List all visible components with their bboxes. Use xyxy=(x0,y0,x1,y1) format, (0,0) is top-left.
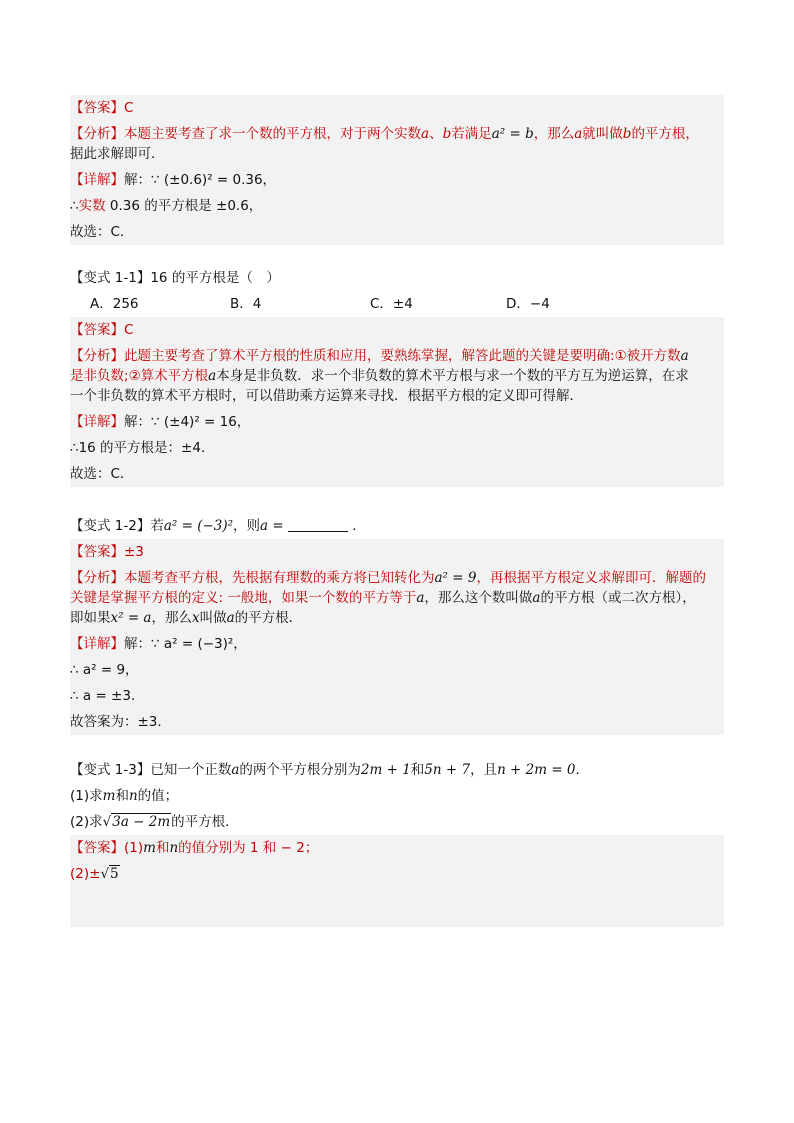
analysis-text: 是非负数; xyxy=(70,368,129,384)
detail-tag: 【详解】 xyxy=(70,636,124,652)
detail-line xyxy=(70,435,724,461)
detail-line xyxy=(70,631,724,657)
question-text: 若 xyxy=(150,518,164,534)
question-text: ，则 xyxy=(233,518,261,534)
sub-question-2 xyxy=(70,809,724,835)
math-var: a xyxy=(231,762,240,778)
analysis-text: 就叫做 xyxy=(582,126,623,142)
math-var: n xyxy=(128,788,138,804)
question-stem xyxy=(70,513,724,539)
math-expression: a² = b xyxy=(491,126,534,142)
analysis-text: 本身是非负数．求一个非负数的算术平方根与求一个数的平方互为逆运算，在求 xyxy=(216,368,689,384)
math-var: b xyxy=(622,126,632,142)
option-b: B．4 xyxy=(230,296,262,312)
solution-block-3 xyxy=(70,835,724,927)
conclusion-line xyxy=(70,219,724,245)
analysis-tag: 【分析】 xyxy=(70,570,124,586)
analysis-text: ，那么 xyxy=(533,126,575,142)
answer-tag: 【答案】 xyxy=(70,322,124,338)
detail-line xyxy=(70,193,724,219)
sub-question-1 xyxy=(70,783,724,809)
detail-text: 解：∵ a² = (−3)²， xyxy=(124,636,247,652)
question-text: 的值； xyxy=(137,788,179,804)
question-text: (2)求 xyxy=(70,814,103,830)
analysis-text: 关键是掌握平方根的定义: 一般地，如果一个数的平方等于 xyxy=(70,590,417,606)
detail-line xyxy=(70,683,724,709)
answer-tag: 【答案】 xyxy=(70,544,124,560)
radicand: 3a − 2m xyxy=(112,814,171,830)
analysis-text: 的平方根（或二次方根）， xyxy=(540,590,696,606)
detail-line xyxy=(70,409,724,435)
question-text: 16 的平方根是（ ） xyxy=(150,270,280,286)
analysis-text: ，那么这个数叫做 xyxy=(424,590,533,606)
analysis-line xyxy=(70,565,724,631)
solution-block-1 xyxy=(70,317,724,487)
math-expression: 2m + 1 xyxy=(360,762,411,778)
question-stem xyxy=(70,757,724,783)
math-expression: x² = a xyxy=(110,610,152,626)
answer-text: (1) xyxy=(124,840,144,856)
math-var: a xyxy=(574,126,583,142)
question-text: ，且 xyxy=(470,762,498,778)
answer-text: (2)± xyxy=(70,866,101,882)
analysis-text: ，那么 xyxy=(151,610,192,626)
math-var: a xyxy=(226,610,235,626)
square-root: √5 xyxy=(100,866,119,882)
answer-text: 的值分别为 1 和 − 2； xyxy=(178,840,319,856)
option-c: C．±4 xyxy=(370,296,413,312)
math-var: a xyxy=(421,126,430,142)
analysis-text: 一个非负数的算术平方根时，可以借助乘方运算来寻找．根据平方根的定义即可得解． xyxy=(70,388,583,404)
detail-text: ∴ a = ±3． xyxy=(70,688,145,704)
question-text: (1)求 xyxy=(70,788,103,804)
answer-value: ±3 xyxy=(124,544,144,560)
conclusion-text: 故答案为：±3． xyxy=(70,714,171,730)
math-var: b xyxy=(442,126,452,142)
detail-text: ∴ a² = 9， xyxy=(70,662,139,678)
question-stem xyxy=(70,265,724,291)
analysis-text: 即如果 xyxy=(70,610,111,626)
detail-text: ∴16 的平方根是：±4． xyxy=(70,440,215,456)
analysis-text: 本题主要考查了求一个数的平方根，对于两个实数 xyxy=(124,126,421,142)
analysis-text-highlight: ②算术平方根 xyxy=(128,368,209,384)
math-expression: 5n + 7 xyxy=(424,762,471,778)
analysis-text: 的平方根． xyxy=(234,610,303,626)
conclusion-line xyxy=(70,709,724,735)
radicand: 5 xyxy=(110,866,119,882)
detail-text: 解：∵ (±0.6)² = 0.36， xyxy=(124,172,277,188)
question-text: ． xyxy=(352,518,366,534)
answer-line xyxy=(70,317,724,343)
options-row xyxy=(70,291,724,317)
option-a: A．256 xyxy=(90,296,139,312)
solution-block-0 xyxy=(70,95,724,245)
answer-value: C xyxy=(124,322,134,338)
answer-line xyxy=(70,861,724,887)
math-expression: a² = 9 xyxy=(434,570,477,586)
math-var: x xyxy=(191,610,200,626)
answer-tag: 【答案】 xyxy=(70,100,124,116)
detail-text: 解：∵ (±4)² = 16， xyxy=(124,414,251,430)
math-expression: n + 2m = 0 xyxy=(497,762,576,778)
answer-line xyxy=(70,835,724,861)
answer-line xyxy=(70,95,724,121)
math-var: m xyxy=(143,840,156,856)
math-var: m xyxy=(102,788,116,804)
analysis-tag: 【分析】 xyxy=(70,348,124,364)
document-page xyxy=(70,95,724,927)
analysis-text: 叫做 xyxy=(199,610,227,626)
detail-line xyxy=(70,657,724,683)
analysis-text: 据此求解即可． xyxy=(70,146,165,162)
detail-tag: 【详解】 xyxy=(70,414,124,430)
math-var: a xyxy=(208,368,217,384)
answer-tag: 【答案】 xyxy=(70,840,124,856)
conclusion-line xyxy=(70,461,724,487)
analysis-text: 的平方根， xyxy=(631,126,699,142)
conclusion-text: 故选：C． xyxy=(70,466,134,482)
question-text: 已知一个正数 xyxy=(150,762,232,778)
analysis-text: 、 xyxy=(429,126,443,142)
math-var: n xyxy=(169,840,179,856)
question-tag: 【变式 1-3】 xyxy=(70,762,151,778)
math-var: a xyxy=(680,348,689,364)
math-var: a xyxy=(416,590,425,606)
question-text: ． xyxy=(575,762,590,778)
detail-text: ∴ xyxy=(70,198,79,214)
question-text: 和 xyxy=(410,762,425,778)
analysis-text: 本题考查平方根，先根据有理数的乘方将已知转化为 xyxy=(124,570,435,586)
analysis-tag: 【分析】 xyxy=(70,126,124,142)
analysis-text: 若满足 xyxy=(451,126,492,142)
math-expression: a = xyxy=(260,518,284,534)
analysis-line xyxy=(70,343,724,409)
answer-value: C xyxy=(124,100,134,116)
question-text: 的平方根． xyxy=(171,814,239,830)
math-expression: a² = (−3)² xyxy=(163,518,234,534)
question-text: 和 xyxy=(115,788,129,804)
solution-block-2 xyxy=(70,539,724,735)
answer-line xyxy=(70,539,724,565)
detail-tag: 【详解】 xyxy=(70,172,124,188)
answer-text: 和 xyxy=(155,840,170,856)
square-root: √3a − 2m xyxy=(102,814,171,830)
question-tag: 【变式 1-2】 xyxy=(70,518,151,534)
conclusion-text: 故选：C． xyxy=(70,224,134,240)
option-d: D．−4 xyxy=(506,296,550,312)
analysis-line xyxy=(70,121,724,167)
question-text: 的两个平方根分别为 xyxy=(239,762,361,778)
analysis-text: ，再根据平方根定义求解即可．解题的 xyxy=(476,570,706,586)
analysis-text: 此题主要考查了算术平方根的性质和应用，要熟练掌握，解答此题的关键是要明确: xyxy=(124,348,615,364)
question-tag: 【变式 1-1】 xyxy=(70,270,151,286)
answer-blank xyxy=(288,517,348,532)
math-var: a xyxy=(532,590,541,606)
detail-line xyxy=(70,167,724,193)
detail-text: 0.36 的平方根是 ±0.6， xyxy=(105,198,263,214)
analysis-text-highlight: ①被开方数 xyxy=(614,348,681,364)
detail-text-highlight: 实数 xyxy=(78,198,106,214)
